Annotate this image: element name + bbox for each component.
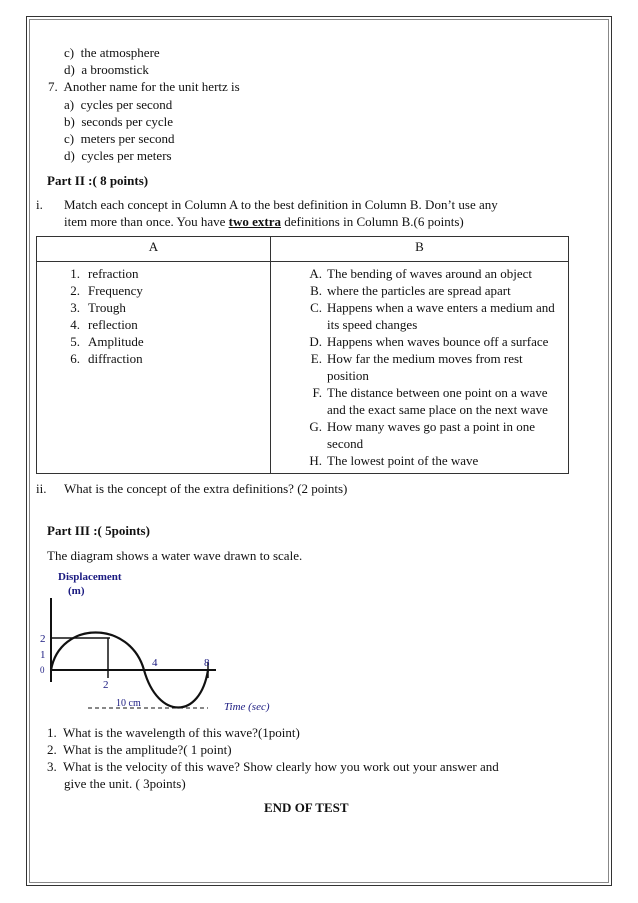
- q-i-line2: item more than once. You have two extra definitions in Column B.(6 points): [64, 214, 464, 229]
- column-a-item-text: Frequency: [88, 283, 143, 298]
- q-ii-text: What is the concept of the extra definitions? (2 points): [64, 481, 348, 496]
- column-b-item: [272, 452, 567, 469]
- x-axis-label: Time (sec): [224, 701, 270, 713]
- part3-question-3-cont: give the unit. ( 3points): [64, 776, 186, 791]
- y-axis-label-line2: (m): [68, 585, 85, 597]
- column-a-cell: [37, 262, 271, 474]
- table-body-row: [37, 262, 569, 474]
- column-a-item: [38, 282, 269, 299]
- table-header-row: [37, 237, 569, 262]
- column-b-item-number: F.: [312, 385, 322, 400]
- column-b-item-text: The distance between one point on a wave and the exact same place on the next wave: [327, 385, 548, 417]
- q7-option-b: b) seconds per cycle: [64, 114, 174, 129]
- column-b-item-text: The bending of waves around an object: [327, 266, 533, 281]
- column-b-list: [272, 265, 567, 469]
- column-a-item-number: 4.: [70, 317, 80, 332]
- q7-option-c: c) meters per second: [64, 131, 175, 146]
- column-b-item-text: Happens when waves bounce off a surface: [327, 334, 549, 349]
- x-tick-8: 8: [204, 657, 210, 669]
- column-a-item-text: Amplitude: [88, 334, 144, 349]
- q7-option-d: d) cycles per meters: [64, 148, 172, 163]
- q-ii-marker: ii.: [36, 481, 47, 496]
- two-extra-emphasis: two extra: [228, 214, 281, 229]
- column-b-item-text: How far the medium moves from rest position: [327, 351, 523, 383]
- column-a-item-number: 3.: [70, 300, 80, 315]
- column-a-item: [38, 299, 269, 316]
- y-tick-2: 2: [40, 633, 46, 645]
- column-b-item: [272, 299, 567, 333]
- q-i-line1: Match each concept in Column A to the best definition in Column B. Don’t use any: [64, 197, 498, 212]
- y-axis-label-line1: Displacement: [58, 571, 122, 583]
- column-a-item: [38, 265, 269, 282]
- end-of-test: END OF TEST: [264, 800, 349, 815]
- part3-question-1: 1. What is the wavelength of this wave?(1point): [47, 725, 300, 740]
- column-a-item: [38, 316, 269, 333]
- column-a-item: [38, 333, 269, 350]
- q-i-marker: i.: [36, 197, 43, 212]
- column-a-item-number: 1.: [70, 266, 80, 281]
- column-b-item-number: E.: [310, 351, 322, 366]
- wave-diagram: [40, 566, 360, 716]
- x-tick-4: 4: [152, 657, 158, 669]
- q7-option-a: a) cycles per second: [64, 97, 173, 112]
- column-b-item: [272, 282, 567, 299]
- matching-table: [36, 236, 569, 474]
- part3-heading: Part III :( 5points): [47, 523, 150, 538]
- y-tick-1: 1: [40, 649, 46, 661]
- column-a-item: [38, 350, 269, 367]
- column-a-item-number: 6.: [70, 351, 80, 366]
- column-b-item-text: How many waves go past a point in one second: [327, 419, 535, 451]
- column-a-list: [38, 265, 269, 367]
- part3-question-2: 2. What is the amplitude?( 1 point): [47, 742, 232, 757]
- part2-heading: Part II :( 8 points): [47, 173, 149, 188]
- column-b-item: [272, 265, 567, 282]
- column-a-item-text: Trough: [88, 300, 126, 315]
- q7-question: 7. Another name for the unit hertz is: [48, 79, 240, 94]
- column-b-item-text: where the particles are spread apart: [327, 283, 511, 298]
- column-b-item-text: Happens when a wave enters a medium and its speed changes: [327, 300, 555, 332]
- column-a-item-text: diffraction: [88, 351, 143, 366]
- y-tick-0: 0: [40, 665, 45, 675]
- column-b-cell: [271, 262, 569, 474]
- column-b-item-text: The lowest point of the wave: [327, 453, 479, 468]
- x-tick-2: 2: [103, 679, 109, 691]
- column-b-item: [272, 350, 567, 384]
- column-b-header: B: [271, 237, 569, 262]
- q6-option-d: d) a broomstick: [64, 62, 149, 77]
- column-b-item-number: C.: [310, 300, 322, 315]
- column-a-item-number: 5.: [70, 334, 80, 349]
- column-b-item: [272, 384, 567, 418]
- column-a-header: A: [37, 237, 271, 262]
- column-b-item-number: H.: [309, 453, 322, 468]
- part3-question-3: 3. What is the velocity of this wave? Show clearly how you work out your answer and: [47, 759, 499, 774]
- column-b-item-number: D.: [309, 334, 322, 349]
- column-a-item-text: refraction: [88, 266, 139, 281]
- column-a-item-number: 2.: [70, 283, 80, 298]
- column-b-item: [272, 418, 567, 452]
- column-b-item-number: G.: [309, 419, 322, 434]
- q6-option-c: c) the atmosphere: [64, 45, 160, 60]
- column-b-item-number: B.: [310, 283, 322, 298]
- part3-intro: The diagram shows a water wave drawn to scale.: [47, 548, 303, 563]
- column-a-item-text: reflection: [88, 317, 138, 332]
- scale-label: 10 cm: [116, 698, 141, 709]
- column-b-item-number: A.: [309, 266, 322, 281]
- column-b-item: [272, 333, 567, 350]
